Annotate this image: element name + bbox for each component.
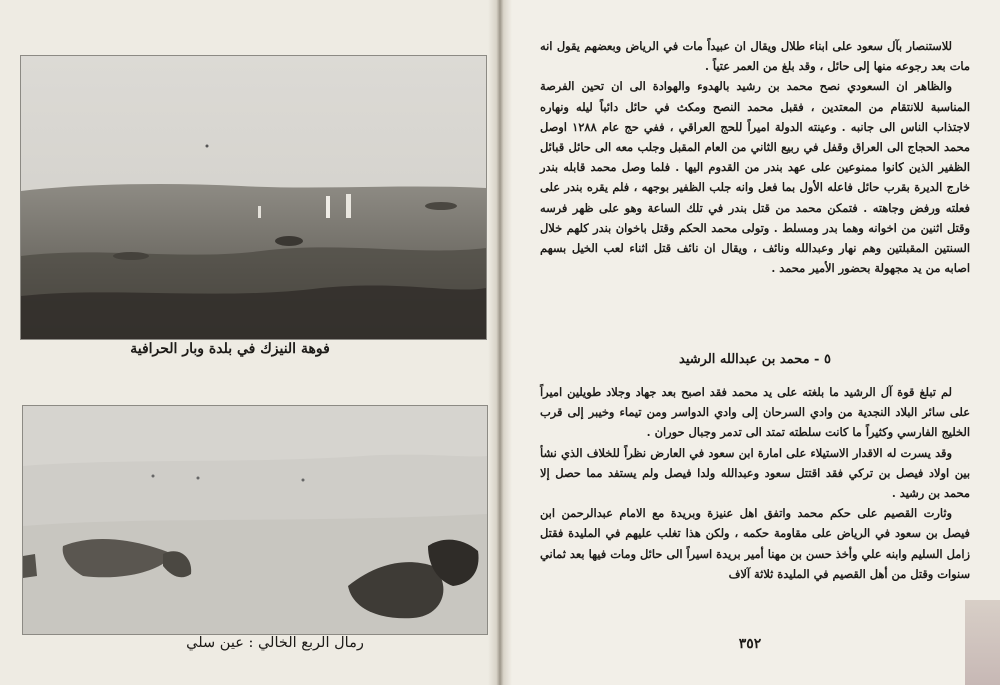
section-heading: ٥ - محمد بن عبدالله الرشيد — [679, 352, 831, 367]
page-edge — [965, 600, 1000, 685]
photo1-caption: فوهة النيزك في بلدة وبار الحرافية — [130, 341, 330, 357]
book-gutter — [488, 0, 512, 685]
paragraph: لم تبلغ قوة آل الرشيد ما بلغته على يد محمد فقد اصبح بعد جهاد وجلاد طويلين اميراً على سائر البلاد النجدية من وادي السرحان إلى وادي الدواسر ومن تيماء وخيبر إلى قرب الخليج الفارسي وكثيراً ما كانت سلطته تمتد الى تدمر وجبال حوران . — [540, 385, 970, 440]
paragraph: للاستنصار بآل سعود على ابناء طلال ويقال ان عبيداً مات في الرياض وبعضهم يقول انه مات بعد رجوعه منها إلى حائل ، وقد بلغ من العمر عتياً . — [540, 39, 970, 74]
photo2-caption: رمال الربع الخالي : عين سلي — [186, 635, 364, 651]
paragraph: وقد يسرت له الاقدار الاستيلاء على امارة ابن سعود في العارض نظراً للخلاف الذي نشأ بين اولاد فيصل بن تركي فقد اقتتل سعود وعبدالله ولدا فيصل ولم يستفد مما حصل إلا محمد بن رشيد . — [540, 445, 970, 501]
page-number: ٣٥٢ — [738, 636, 762, 652]
paragraph: والظاهر ان السعودي نصح محمد بن رشيد بالهدوء والهوادة الى ان تحين الفرصة المناسبة للانتقام من المعتدين ، فقبل محمد النصح ومكث في حائل دائباً ليله ونهاره لاجتذاب الناس الى جانبه . وعينته الدولة اميراً للحج العراقي ، ففي حج عام ١٢٨٨ اوصل محمد الحجاج الى العراق وقفل في ربيع الثاني من العام المقبل وجلب معه الى حائل قبائل الظفير الذين كانوا ممنوعين على عهد بندر من القدوم اليها . فلما وصل محمد قابله بندر خارج الديرة بقرب حائل فاعله الأول بما فعل وانه جلب الظفير بوجهه ، فلم يقره بندر على فعلته ورفض وجاهته . فتمكن محمد من قتل بندر في تلك الساعة وهو على ظهر فرسه وقتل اثنين من اخوانه وهما بدر ومسلط . وتولى محمد الحكم وقتل باخوان بندر كلهم خلال السنتين المقبلتين وهم نهار وعبدالله ونائف ، ويقال ان نائف قتل اثناء لعب الخيل بسهم اصابه من يد مجهولة بحضور الأمير محمد . — [540, 79, 970, 276]
meteor-crater-photo — [20, 55, 487, 340]
paragraph: وثارت القصيم على حكم محمد واتفق اهل عنيزة وبريدة مع الامام عبدالرحمن ابن فيصل بن سعود في الرياض على مقاومة حكمه ، ولكن هذا تغلب عليهم في المليدة فقتل زامل السليم وابنه علي وأخذ حسن بن مهنا أمير بريدة اسيراً الى حائل ومات فيها بعد ثماني سنوات وقتل من أهل القصيم في المليدة ثلاثة آلاف — [540, 506, 970, 581]
text-block-top — [540, 36, 970, 278]
empty-quarter-sands-photo — [22, 405, 488, 635]
text-block-bottom — [540, 382, 970, 584]
